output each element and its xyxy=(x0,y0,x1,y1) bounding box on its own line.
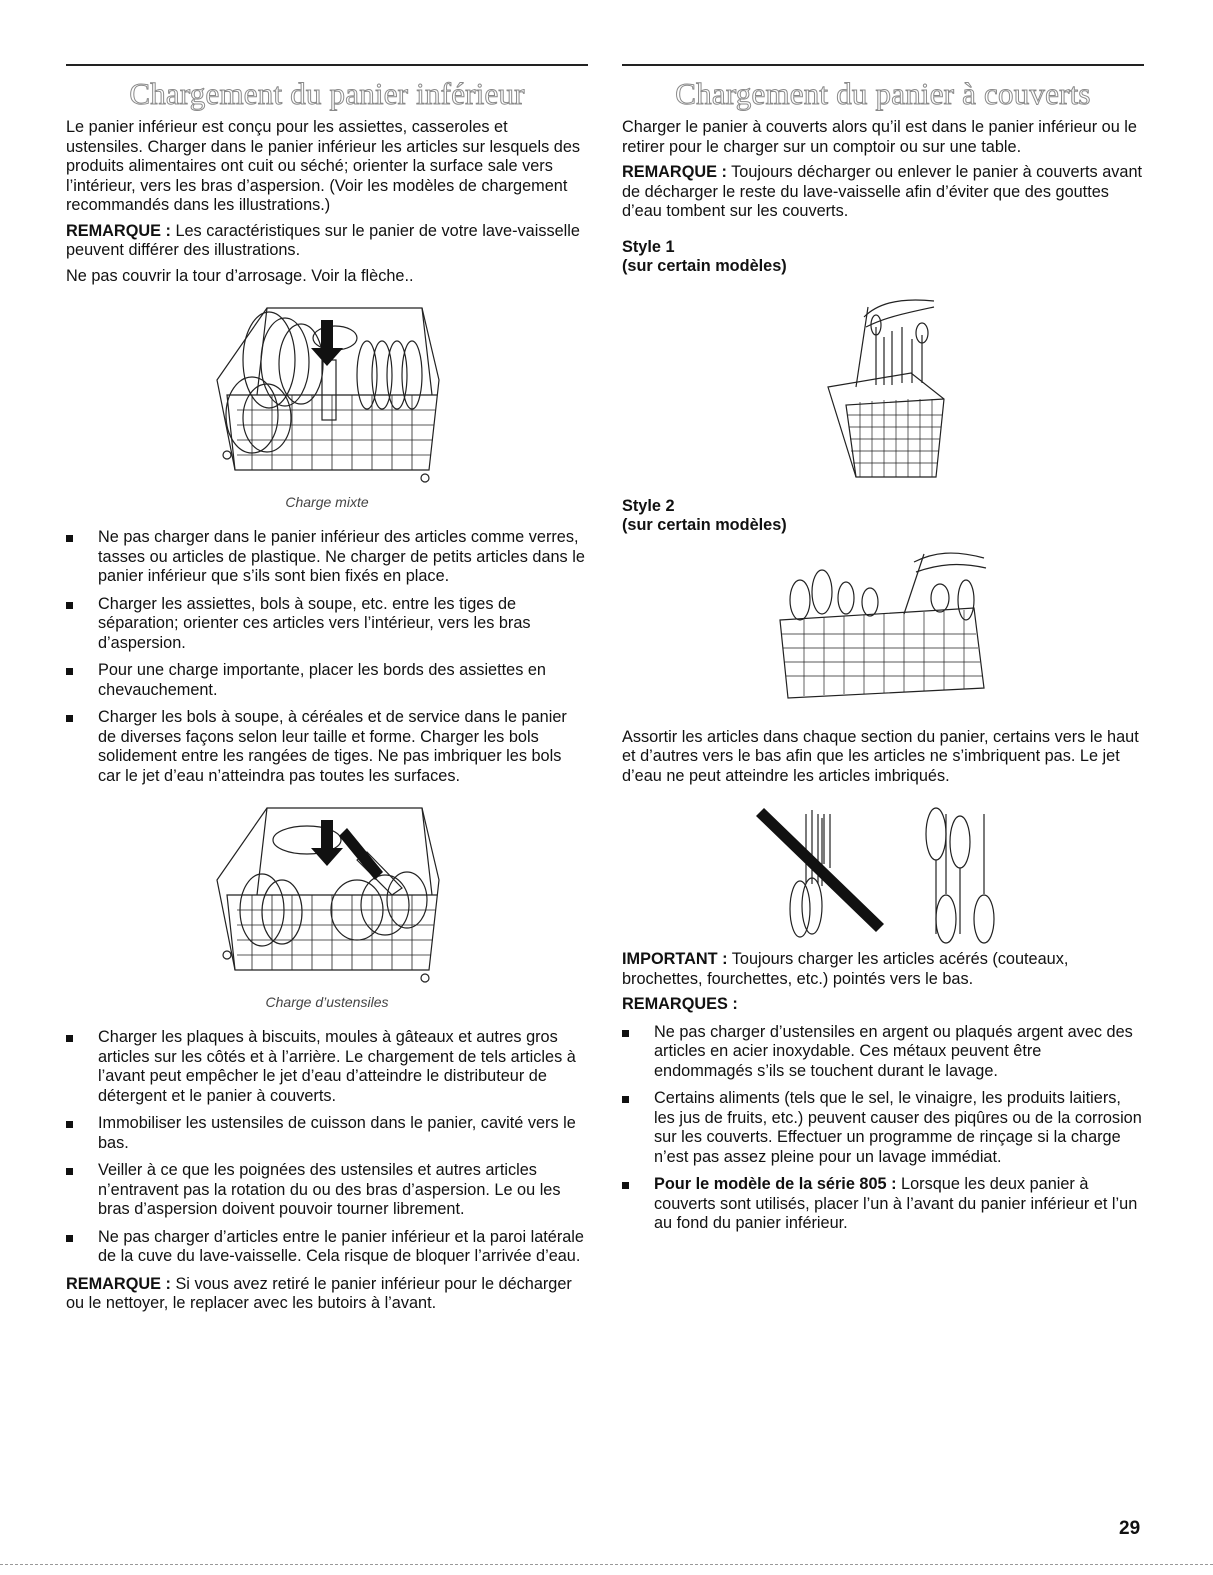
note-label: REMARQUE : xyxy=(66,221,171,240)
right-column xyxy=(622,64,1144,1242)
style1-basket-illustration xyxy=(816,287,956,487)
figure-caption: Charge mixte xyxy=(285,494,369,510)
figure-caption: Charge d’ustensiles xyxy=(265,994,389,1010)
list-item: Charger les bols à soupe, à céréales et de service dans le panier de diverses façons selon leur taille et forme. Charger les bols solidement entre les rangées de tiges. Ne pas imbriquer les bols car le jet d’eau n’atteindra pas toutes les surfaces. xyxy=(66,708,588,786)
list-item: Ne pas charger dans le panier inférieur des articles comme verres, tasses ou articles de plastique. Ne charger de petits articles dans le panier inférieur que s’ils sont bien fixés en place. xyxy=(66,528,588,587)
nesting-diagram xyxy=(756,804,1016,944)
style2-subtitle: (sur certain modèles) xyxy=(622,516,787,534)
tower-warning: Ne pas couvrir la tour d’arrosage. Voir la flèche.. xyxy=(66,266,414,285)
note-label: REMARQUE : xyxy=(622,163,727,181)
style2-title: Style 2 xyxy=(622,496,675,515)
lower-rack-note xyxy=(66,222,588,261)
assortment-text: Assortir les articles dans chaque section du panier, certains vers le haut et d’autres vers le bas afin que les articles ne s’imbriquent pas. Le jet d’eau ne peut atteindre les articles imbriqués. xyxy=(622,727,1139,785)
important-note xyxy=(622,950,1144,989)
list-item: Ne pas charger d’ustensiles en argent ou plaqués argent avec des articles en acier inoxydable. Ces métaux peuvent être endommagés s’ils se touchent durant le lavage. xyxy=(622,1023,1144,1082)
utensil-load-rack-illustration xyxy=(207,800,447,990)
note-text: Si vous avez retiré le panier inférieur pour le décharger ou le nettoyer, le replacer avec les butoirs à l’avant. xyxy=(66,1274,572,1312)
list-item: Veiller à ce que les poignées des ustensiles et autres articles n’entravent pas la rotation du ou des bras d’aspersion. Le ou les bras d’aspersion doivent pouvoir tourner librement. xyxy=(66,1161,588,1220)
page-number: 29 xyxy=(1119,1518,1141,1539)
section-rule xyxy=(622,64,1144,66)
remarques-heading: REMARQUES : xyxy=(622,995,738,1013)
section-title-lower-rack: Chargement du panier inférieur xyxy=(129,76,525,111)
page-bottom-rule xyxy=(0,1564,1213,1565)
basket-intro: Charger le panier à couverts alors qu’il est dans le panier inférieur ou le retirer pour le charger sur un comptoir ou sur une table. xyxy=(622,118,1137,156)
section-title-silverware-basket: Chargement du panier à couverts xyxy=(675,76,1091,111)
style1-subtitle: (sur certain modèles) xyxy=(622,257,787,275)
note-label: REMARQUE : xyxy=(66,1274,171,1293)
basket-remarks xyxy=(622,1023,1144,1234)
list-item: Certains aliments (tels que le sel, le vinaigre, les produits laitiers, les jus de fruits, etc.) peuvent causer des piqûres ou de la corrosion sur les couverts. Effectuer un programme de rinçage si la charge n’est pas assez pleine pour un lavage immédiat. xyxy=(622,1089,1144,1167)
model-text: Lorsque les deux panier à couverts sont utilisés, placer l’un à l’avant du panier inférieur et l’un au fond du panier inférieur. xyxy=(654,1175,1138,1232)
note-text: Toujours décharger ou enlever le panier à couverts avant de décharger le reste du lave-vaisselle afin d’éviter que des gouttes d’eau tombent sur les couverts. xyxy=(622,163,1143,220)
list-item: Immobiliser les ustensiles de cuisson dans le panier, cavité vers le bas. xyxy=(66,1114,588,1153)
basket-note xyxy=(622,163,1144,222)
style1-title: Style 1 xyxy=(622,237,675,256)
list-item: Ne pas charger d’articles entre le panier inférieur et la paroi latérale de la cuve du lave-vaisselle. Cela risque de bloquer l’arrivée d’eau. xyxy=(66,1228,588,1267)
model-label: Pour le modèle de la série 805 : xyxy=(654,1175,897,1193)
important-label: IMPORTANT : xyxy=(622,950,728,968)
note-text: Les caractéristiques sur le panier de votre lave-vaisselle peuvent différer des illustrations. xyxy=(66,221,580,259)
list-item xyxy=(622,1175,1144,1234)
style2-basket-illustration xyxy=(774,548,994,708)
lower-rack-bullets-2 xyxy=(66,1028,588,1267)
section-rule xyxy=(66,64,588,66)
list-item: Charger les assiettes, bols à soupe, etc. entre les tiges de séparation; orienter ces articles vers l’intérieur, vers les bras d’aspersion. xyxy=(66,595,588,654)
lower-rack-intro: Le panier inférieur est conçu pour les assiettes, casseroles et ustensiles. Charger dans le panier inférieur les articles sur lesquels des produits alimentaires ont cuit ou séché; orienter la surface sale vers l’intérieur, vers les bras d’aspersion. (Voir les modèles de chargement recommandés dans les illustrations.) xyxy=(66,118,581,214)
left-column xyxy=(66,64,588,1320)
list-item: Charger les plaques à biscuits, moules à gâteaux et autres gros articles sur les côtés et à l’arrière. Le chargement de tels articles à l’avant peut empêcher le jet d’eau d’atteindre le distributeur de détergent et le panier à couverts. xyxy=(66,1028,588,1106)
important-text: Toujours charger les articles acérés (couteaux, brochettes, fourchettes, etc.) pointés vers le bas. xyxy=(622,950,1069,988)
lower-rack-bullets xyxy=(66,528,588,786)
mixed-load-rack-illustration xyxy=(207,300,447,490)
list-item: Pour une charge importante, placer les bords des assiettes en chevauchement. xyxy=(66,661,588,700)
replace-rack-note xyxy=(66,1275,588,1314)
